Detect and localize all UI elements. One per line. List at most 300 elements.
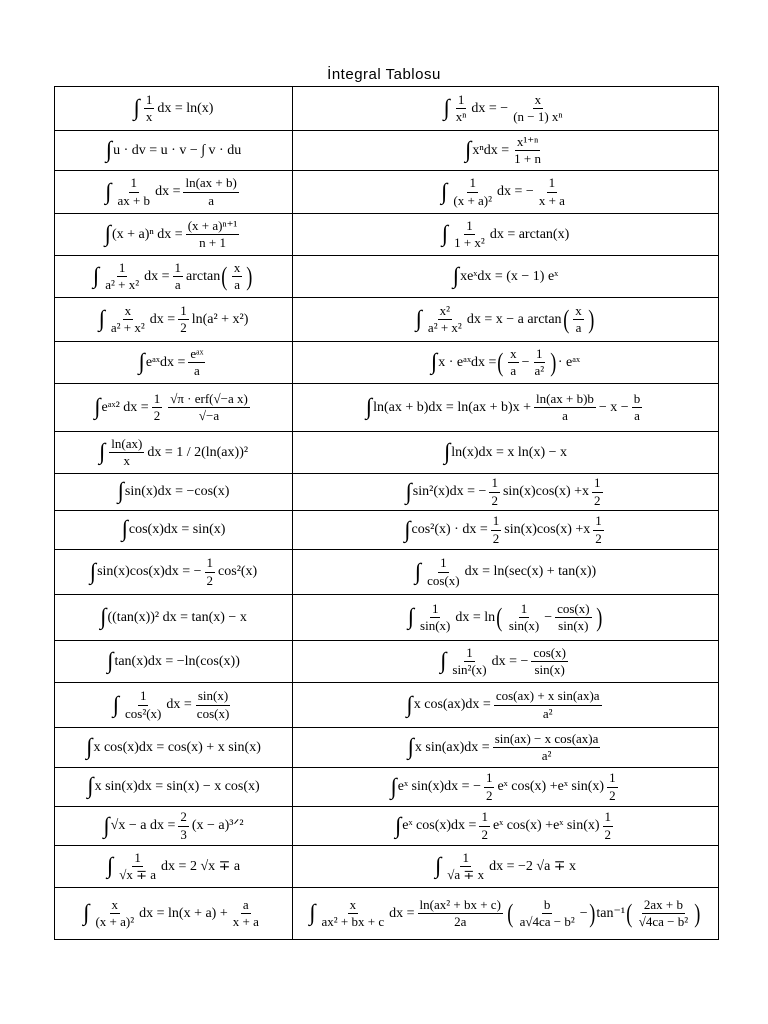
formula-cell	[55, 768, 293, 807]
integrand-fraction	[109, 304, 147, 336]
numerator: 1	[592, 476, 603, 492]
numerator: √π · erf(√−a x)	[168, 392, 250, 408]
integral-sign: ∫	[92, 263, 100, 288]
numerator: ln(ax + b)	[183, 176, 238, 192]
integral-sign: ∫	[89, 558, 97, 584]
denominator: a²	[541, 748, 552, 763]
formula-text: x cos(x)dx = cos(x) + x sin(x)	[93, 739, 261, 755]
table-row	[55, 342, 719, 384]
integral-sign: ∫	[443, 438, 451, 464]
integral-sign: ∫	[94, 394, 101, 419]
numerator: ln(ax)	[109, 437, 144, 453]
integral-sign: ∫	[406, 691, 413, 717]
formula	[395, 810, 616, 842]
denominator: 1 + n	[514, 151, 541, 166]
table-row	[55, 298, 719, 342]
result-fraction	[418, 898, 503, 930]
numerator: 1	[138, 689, 149, 705]
formula-tail: eˣ sin(x)	[553, 818, 600, 834]
formula-tail: ln(a² + x²)	[191, 311, 249, 327]
integral-sign: ∫	[117, 478, 124, 504]
numerator: 1	[519, 602, 530, 618]
integral-sign: ∫	[107, 647, 114, 673]
formula	[442, 219, 569, 251]
formula	[87, 775, 259, 798]
formula-text: ((tan(x))² dx = tan(x) − x	[107, 609, 247, 625]
formula-lhs: x cos(ax)dx =	[413, 697, 491, 713]
formula-lhs: x · eᵃˣdx =	[438, 354, 497, 370]
formula-cell	[55, 131, 293, 171]
denominator: √a ∓ x	[447, 867, 485, 882]
formula	[118, 480, 230, 503]
numerator: 1	[438, 556, 449, 572]
formula-mid: dx = 2 √x ∓ a	[161, 858, 241, 874]
denominator: a² + x²	[105, 277, 140, 292]
result-fraction	[178, 304, 189, 336]
formula-lhs: ln(ax + b)dx = ln(ax + b)x +	[373, 399, 532, 415]
formula-cell	[293, 131, 719, 171]
formula-cell	[293, 384, 719, 432]
argument-fraction	[607, 771, 618, 803]
formula-lhs: cos²(x) · dx =	[411, 522, 488, 538]
numerator: x²	[438, 304, 452, 320]
result-fraction	[173, 261, 184, 293]
integrand-fraction	[115, 176, 152, 208]
result-fraction	[183, 176, 238, 208]
formula-cell	[293, 683, 719, 728]
denominator: √x ∓ a	[119, 867, 157, 882]
denominator: 2	[492, 530, 500, 546]
formula	[103, 810, 243, 842]
table-row	[55, 641, 719, 683]
integral-sign: ∫	[407, 604, 415, 629]
integrand-fraction	[93, 898, 136, 930]
formula	[435, 851, 576, 883]
formula	[99, 304, 249, 336]
formula	[93, 261, 254, 293]
denominator: sin(x)	[420, 618, 451, 633]
formula	[404, 514, 607, 546]
formula-cell	[293, 342, 719, 384]
numerator: 1	[467, 176, 478, 192]
formula-lhs: eᵃˣdx =	[145, 354, 186, 370]
formula-text: x sin(x)dx = sin(x) − x cos(x)	[94, 779, 260, 795]
formula-cell	[293, 256, 719, 298]
denominator: (x + a)²	[95, 914, 135, 929]
numerator: 1	[132, 851, 143, 867]
formula-mid: dx = −	[497, 184, 534, 200]
formula	[443, 438, 568, 464]
formula-cell	[55, 298, 293, 342]
integral-sign: ∫	[83, 900, 90, 925]
formula-lhs: x sin(ax)dx =	[414, 739, 490, 755]
formula-mid: dx = −	[471, 100, 509, 116]
formula-lhs: dx = ln(x)	[157, 100, 214, 116]
denominator: a²	[542, 705, 553, 721]
formula-lhs: sin(x)cos(x)dx = −	[97, 564, 202, 580]
formula	[366, 392, 645, 424]
denominator: xⁿ	[455, 109, 467, 124]
numerator: a	[241, 898, 251, 914]
integral-sign: ∫	[105, 178, 112, 204]
formula	[443, 93, 567, 125]
denominator: sin²(x)	[452, 662, 487, 677]
numerator: sin(ax) − x cos(ax)a	[493, 732, 601, 748]
formula-mid: dx =	[166, 697, 192, 713]
formula-cell	[55, 171, 293, 214]
formula-cell	[293, 87, 719, 131]
integral-sign: ∫	[394, 812, 402, 838]
numerator: 1	[464, 646, 475, 662]
numerator: x	[348, 898, 359, 914]
integral-sign: ∫	[133, 95, 140, 120]
integral-sign: ∫	[443, 95, 450, 120]
formula	[86, 733, 261, 759]
numerator: x	[508, 347, 519, 363]
denominator: a	[234, 277, 241, 292]
table-row	[55, 595, 719, 641]
formula	[309, 898, 702, 930]
numerator: 2	[178, 810, 189, 826]
formula	[390, 771, 620, 803]
denominator: 2	[485, 787, 493, 803]
table-row	[55, 131, 719, 171]
table-row	[55, 511, 719, 550]
numerator: ln(ax² + bx + c)	[418, 898, 503, 914]
integrand-fraction	[450, 646, 488, 678]
formula-cell	[55, 342, 293, 384]
integral-sign: ∫	[87, 773, 94, 799]
bracket: )	[588, 898, 596, 928]
argument-fraction	[592, 476, 603, 508]
denominator: x	[145, 109, 153, 124]
denominator: 2	[595, 530, 602, 546]
denominator: a	[562, 408, 568, 423]
formula-text: cos(x)dx = sin(x)	[128, 522, 226, 538]
bracket: )	[694, 898, 701, 928]
result-fraction	[491, 514, 502, 546]
formula	[99, 437, 248, 469]
formula	[83, 898, 264, 930]
formula-cell	[293, 511, 719, 550]
formula	[94, 392, 253, 424]
integral-sign: ∫	[365, 394, 373, 419]
numerator: 1	[173, 261, 184, 277]
formula-cell	[293, 550, 719, 595]
numerator: 1	[460, 851, 471, 867]
term-fraction	[555, 602, 592, 634]
table-row	[55, 384, 719, 432]
denominator: n + 1	[199, 235, 226, 250]
formula-cell	[293, 888, 719, 940]
formula-cell	[55, 87, 293, 131]
denominator: a	[634, 408, 640, 423]
formula-text: tan(x)dx = −ln(cos(x))	[114, 653, 240, 669]
formula-cell	[55, 888, 293, 940]
denominator: a	[208, 192, 215, 208]
argument-fraction	[637, 898, 690, 930]
formula-lhs: sin²(x)dx = −	[412, 484, 487, 500]
formula	[107, 647, 240, 673]
formula	[105, 219, 243, 251]
formula	[441, 176, 570, 208]
bracket: )	[246, 261, 253, 291]
term-fraction	[507, 602, 541, 634]
result-fraction	[493, 732, 601, 764]
formula-cell	[55, 384, 293, 432]
integrand-fraction	[451, 176, 494, 208]
numerator: 1	[491, 514, 502, 530]
denominator: cos(x)	[196, 705, 230, 721]
formula-cell	[293, 432, 719, 474]
numerator: 1	[456, 93, 467, 109]
formula	[105, 176, 242, 208]
integrand-fraction	[418, 602, 452, 634]
integrand-fraction	[454, 93, 469, 125]
integral-sign: ∫	[390, 773, 397, 799]
formula-mid: dx = ln	[455, 609, 496, 625]
formula-cell	[293, 298, 719, 342]
integrand-fraction	[445, 851, 486, 883]
denominator: a	[575, 320, 582, 335]
bracket: (	[562, 304, 569, 334]
result-fraction	[178, 810, 189, 842]
numerator: ln(ax + b)b	[534, 392, 596, 408]
formula-mid: dx = arctan(x)	[489, 226, 570, 242]
denominator: 3	[180, 826, 187, 842]
formula-tail: x	[582, 484, 589, 500]
table-row	[55, 474, 719, 511]
table-row	[55, 550, 719, 595]
integral-sign: ∫	[404, 516, 411, 542]
formula-text: ln(x)dx = x ln(x) − x	[451, 444, 568, 460]
formula-cell	[293, 595, 719, 641]
bracket: (	[497, 347, 504, 377]
numerator: 1	[593, 514, 604, 530]
table-row	[55, 888, 719, 940]
bracket: )	[595, 602, 602, 632]
denominator: 2	[594, 492, 601, 508]
formula-tail: · eᵃˣ	[557, 354, 581, 370]
formula	[107, 851, 240, 883]
bracket: (	[221, 261, 228, 291]
integral-sign: ∫	[98, 306, 105, 331]
term-fraction	[532, 347, 546, 379]
formula	[105, 136, 242, 162]
numerator: b	[542, 898, 553, 914]
denominator: 2	[153, 408, 161, 423]
denominator: ax + b	[117, 192, 151, 208]
formula-mid: dx = ln(sec(x) + tan(x))	[464, 564, 597, 580]
argument-fraction	[632, 392, 643, 424]
numerator: 1	[547, 176, 558, 192]
integral-sign: ∫	[434, 853, 442, 878]
argument-fraction	[232, 261, 243, 293]
result-fraction	[531, 646, 568, 678]
integral-sign: ∫	[103, 812, 110, 838]
integral-sign: ∫	[106, 853, 114, 878]
formula	[440, 646, 571, 678]
formula-cell	[293, 171, 719, 214]
integrand-fraction	[425, 556, 462, 588]
numerator: cos(x)	[531, 646, 568, 662]
formula-cell	[293, 474, 719, 511]
numerator: 1	[144, 93, 155, 109]
formula	[100, 603, 247, 629]
integral-table	[54, 86, 719, 940]
formula-lhs: (x + a)ⁿ dx =	[111, 226, 183, 242]
formula-mid: dx = ln(x + a) +	[139, 905, 228, 921]
formula-mid: dx = −	[491, 653, 529, 669]
denominator: a√4ca − b²	[519, 914, 575, 929]
denominator: x + a	[232, 914, 259, 929]
formula	[113, 689, 235, 721]
numerator: b	[632, 392, 643, 408]
denominator: a	[194, 363, 200, 378]
integral-sign: ∫	[112, 691, 119, 717]
formula-cell	[55, 641, 293, 683]
denominator: 2	[180, 320, 187, 335]
result-fraction	[489, 476, 500, 508]
formula-cell	[55, 683, 293, 728]
integral-sign: ∫	[98, 439, 106, 464]
formula-tail: cos²(x)	[218, 564, 258, 580]
formula	[405, 476, 605, 508]
formula-tail: arctan	[186, 268, 221, 284]
numerator: 1	[430, 602, 441, 618]
formula-mid: dx = 1 / 2(ln(ax))²	[147, 444, 249, 460]
denominator: 2	[481, 826, 488, 842]
formula-mid: − x −	[598, 399, 629, 415]
bracket: )	[550, 347, 557, 377]
bracket: )	[588, 304, 595, 334]
numerator: 1	[117, 261, 128, 277]
integral-sign: ∫	[452, 262, 460, 288]
result-fraction	[494, 689, 602, 721]
formula	[465, 135, 546, 167]
formula	[452, 262, 559, 288]
integral-sign: ∫	[441, 178, 448, 204]
formula-mid: dx = −2 √a ∓ x	[489, 858, 577, 874]
formula-mid: eˣ cos(x) +	[492, 818, 554, 834]
page-title: İntegral Tablosu	[327, 66, 441, 83]
numerator: 1	[205, 556, 216, 572]
integral-sign: ∫	[465, 137, 472, 162]
numerator: 1	[489, 476, 500, 492]
table-row	[55, 214, 719, 256]
result-fraction	[484, 771, 495, 803]
numerator: x¹⁺ⁿ	[515, 135, 540, 151]
integral-sign: ∫	[415, 306, 422, 331]
minus-sign: −	[544, 609, 553, 625]
integral-sign: ∫	[430, 349, 438, 374]
numerator: 1	[479, 810, 490, 826]
integral-sign: ∫	[104, 221, 111, 246]
denominator: 2	[609, 787, 616, 803]
integral-sign: ∫	[441, 221, 449, 246]
formula-cell	[55, 214, 293, 256]
formula-lhs: eˣ sin(x)dx = −	[397, 779, 481, 795]
numerator: 1	[484, 771, 495, 787]
term-fraction	[508, 347, 519, 379]
integral-sign: ∫	[407, 734, 414, 759]
integral-sign: ∫	[138, 349, 145, 374]
denominator: x	[123, 453, 131, 468]
formula	[122, 518, 226, 541]
formula-text: xeˣdx = (x − 1) eˣ	[460, 268, 559, 284]
result-fraction	[479, 810, 490, 842]
denominator: 2a	[454, 914, 467, 929]
denominator: √4ca − b²	[638, 914, 689, 929]
formula-cell	[55, 807, 293, 846]
numerator: 1	[534, 347, 545, 363]
integrand-fraction	[117, 851, 158, 883]
denominator: x + a	[538, 192, 565, 208]
formula-cell	[55, 728, 293, 768]
integral-sign: ∫	[405, 478, 412, 504]
denominator: sin(x)	[508, 618, 540, 633]
denominator: 2	[604, 826, 612, 842]
numerator: 1	[603, 810, 614, 826]
formula-mid: dx =	[149, 311, 176, 327]
integral-sign: ∫	[440, 648, 447, 673]
table-row	[55, 432, 719, 474]
bracket: (	[507, 898, 514, 928]
formula	[406, 689, 604, 721]
result-fraction	[511, 93, 564, 125]
formula-cell	[55, 846, 293, 888]
denominator: sin(x)	[558, 618, 589, 633]
formula-text: sin(x)dx = −cos(x)	[124, 484, 230, 500]
formula-lhs: √x − a dx =	[110, 818, 176, 834]
formula	[134, 93, 214, 125]
integral-sign: ∫	[121, 516, 128, 542]
formula-tail: eˣ sin(x)	[557, 779, 605, 795]
numerator: cos(ax) + x sin(ax)a	[494, 689, 602, 705]
integral-sign: ∫	[105, 136, 113, 162]
formula-mid: dx = x − a arctan	[466, 311, 562, 327]
table-row	[55, 846, 719, 888]
numerator: x	[533, 93, 544, 109]
formula	[415, 556, 596, 588]
result-fraction	[186, 219, 240, 251]
integral-table-body	[55, 87, 719, 940]
denominator: a² + x²	[427, 320, 462, 335]
integral-sign: ∫	[414, 558, 422, 584]
denominator: a²	[534, 363, 545, 378]
minus-sign: −	[579, 905, 588, 921]
formula-tail: (x − a)³ᐟ²	[191, 818, 244, 834]
result-fraction	[534, 392, 596, 424]
denominator: a	[510, 363, 517, 378]
argument-fraction	[168, 392, 250, 424]
table-row	[55, 256, 719, 298]
result-fraction	[512, 135, 543, 167]
formula	[90, 556, 257, 588]
numerator: eᵃˣ	[188, 347, 205, 363]
numerator: 1	[178, 304, 189, 320]
formula-cell	[293, 214, 719, 256]
numerator: x	[123, 304, 134, 320]
denominator: (n − 1) xⁿ	[513, 109, 563, 124]
formula-mid: sin(x)cos(x) +	[504, 522, 584, 538]
argument-fraction	[603, 810, 614, 842]
formula-mid: dx =	[389, 905, 415, 921]
formula-mid: sin(x)cos(x) +	[502, 484, 582, 500]
integrand-fraction	[123, 689, 163, 721]
formula	[139, 347, 209, 379]
formula	[416, 304, 596, 336]
